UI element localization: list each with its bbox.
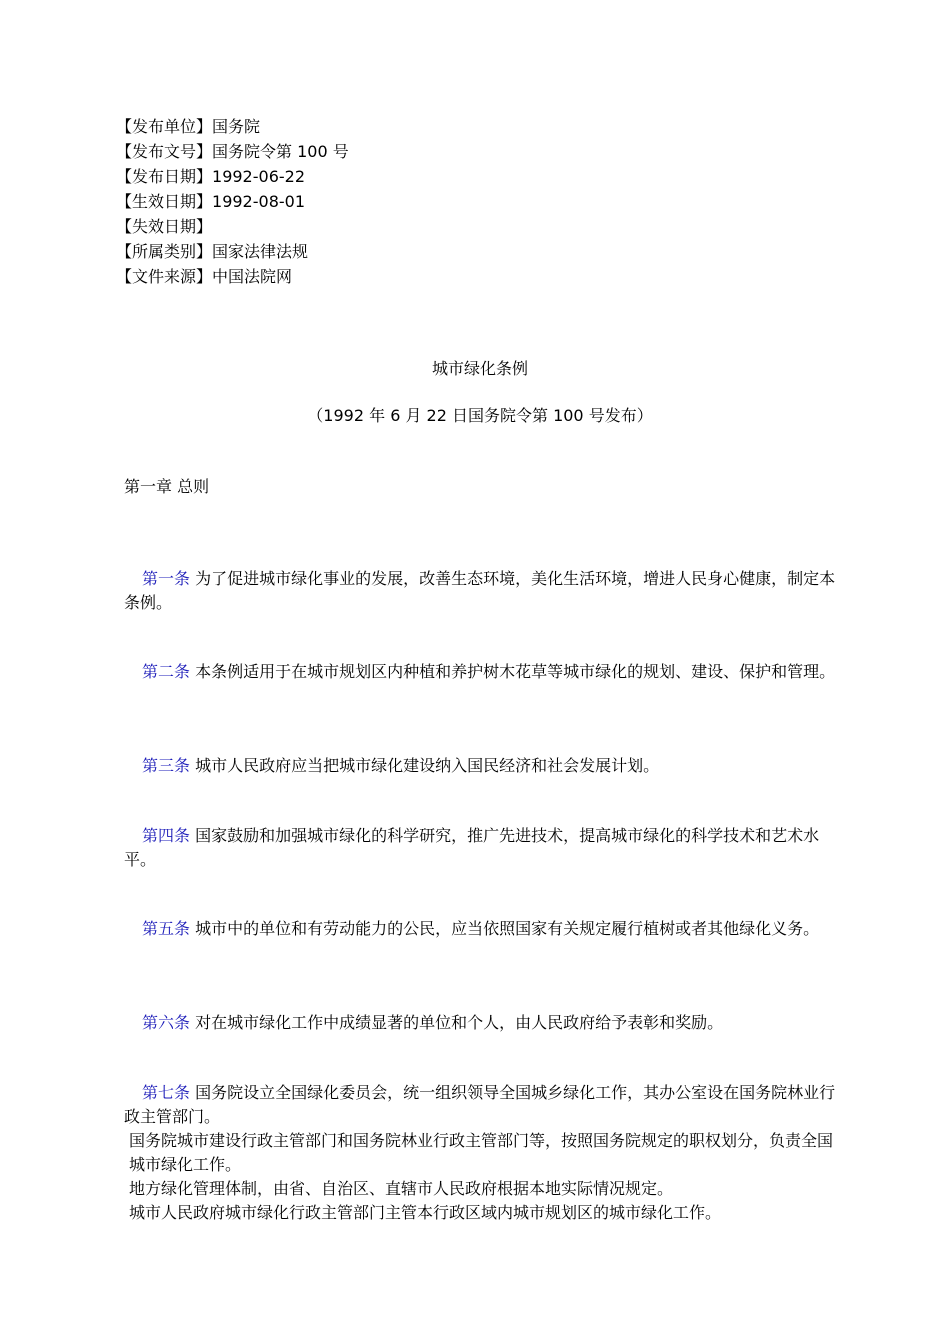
article-7-paragraph-2: 国务院城市建设行政主管部门和国务院林业行政主管部门等，按照国务院规定的职权划分，负责全国城市绿化工作。 — [129, 1131, 834, 1174]
article-text: 国家鼓励和加强城市绿化的科学研究，推广先进技术，提高城市绿化的科学技术和艺术水平。 — [124, 826, 820, 869]
meta-label: 【失效日期】 — [116, 217, 213, 236]
article-4 — [124, 824, 836, 872]
meta-value: 中国法院网 — [212, 267, 293, 286]
meta-value: 1992-06-22 — [212, 167, 305, 186]
meta-doc-number — [116, 139, 349, 164]
meta-publish-date — [116, 164, 349, 189]
article-text: 国务院设立全国绿化委员会，统一组织领导全国城乡绿化工作，其办公室设在国务院林业行政主管部门。 — [124, 1083, 836, 1126]
meta-effective-date — [116, 189, 349, 214]
meta-publisher — [116, 114, 349, 139]
meta-value: 国务院 — [212, 117, 261, 136]
meta-expiry-date — [116, 214, 349, 239]
article-text: 城市中的单位和有劳动能力的公民，应当依照国家有关规定履行植树或者其他绿化义务。 — [190, 919, 820, 938]
chapter-heading: 第一章 总则 — [124, 477, 210, 496]
article-number: 第三条 — [142, 756, 191, 775]
article-text: 城市人民政府应当把城市绿化建设纳入国民经济和社会发展计划。 — [190, 756, 660, 775]
article-number: 第一条 — [142, 569, 191, 588]
article-5 — [124, 917, 836, 941]
meta-label: 【发布文号】 — [116, 142, 213, 161]
article-text: 为了促进城市绿化事业的发展，改善生态环境，美化生活环境，增进人民身心健康，制定本条例。 — [124, 569, 836, 612]
article-text: 对在城市绿化工作中成绩显著的单位和个人，由人民政府给予表彰和奖励。 — [190, 1013, 724, 1032]
article-1 — [124, 567, 836, 615]
document-metadata — [116, 114, 349, 289]
article-6 — [124, 1011, 836, 1035]
article-number: 第二条 — [142, 662, 191, 681]
meta-value: 国务院令第 100 号 — [212, 142, 349, 161]
article-number: 第四条 — [142, 826, 191, 845]
meta-category — [116, 239, 349, 264]
meta-value: 国家法律法规 — [212, 242, 309, 261]
article-7-paragraph-3: 地方绿化管理体制，由省、自治区、直辖市人民政府根据本地实际情况规定。 — [129, 1179, 674, 1198]
article-2 — [124, 660, 836, 684]
document-subtitle: （1992 年 6 月 22 日国务院令第 100 号发布） — [307, 406, 653, 425]
meta-label: 【文件来源】 — [116, 267, 213, 286]
document-title: 城市绿化条例 — [431, 359, 528, 378]
meta-label: 【生效日期】 — [116, 192, 213, 211]
meta-label: 【发布日期】 — [116, 167, 213, 186]
meta-label: 【所属类别】 — [116, 242, 213, 261]
meta-source — [116, 264, 349, 289]
article-text: 本条例适用于在城市规划区内种植和养护树木花草等城市绿化的规划、建设、保护和管理。 — [190, 662, 836, 681]
article-number: 第七条 — [142, 1083, 191, 1102]
meta-value: 1992-08-01 — [212, 192, 305, 211]
article-7-paragraph-4: 城市人民政府城市绿化行政主管部门主管本行政区域内城市规划区的城市绿化工作。 — [129, 1203, 722, 1222]
article-3 — [124, 754, 836, 778]
article-number: 第五条 — [142, 919, 191, 938]
article-7 — [124, 1081, 836, 1225]
article-number: 第六条 — [142, 1013, 191, 1032]
meta-label: 【发布单位】 — [116, 117, 213, 136]
